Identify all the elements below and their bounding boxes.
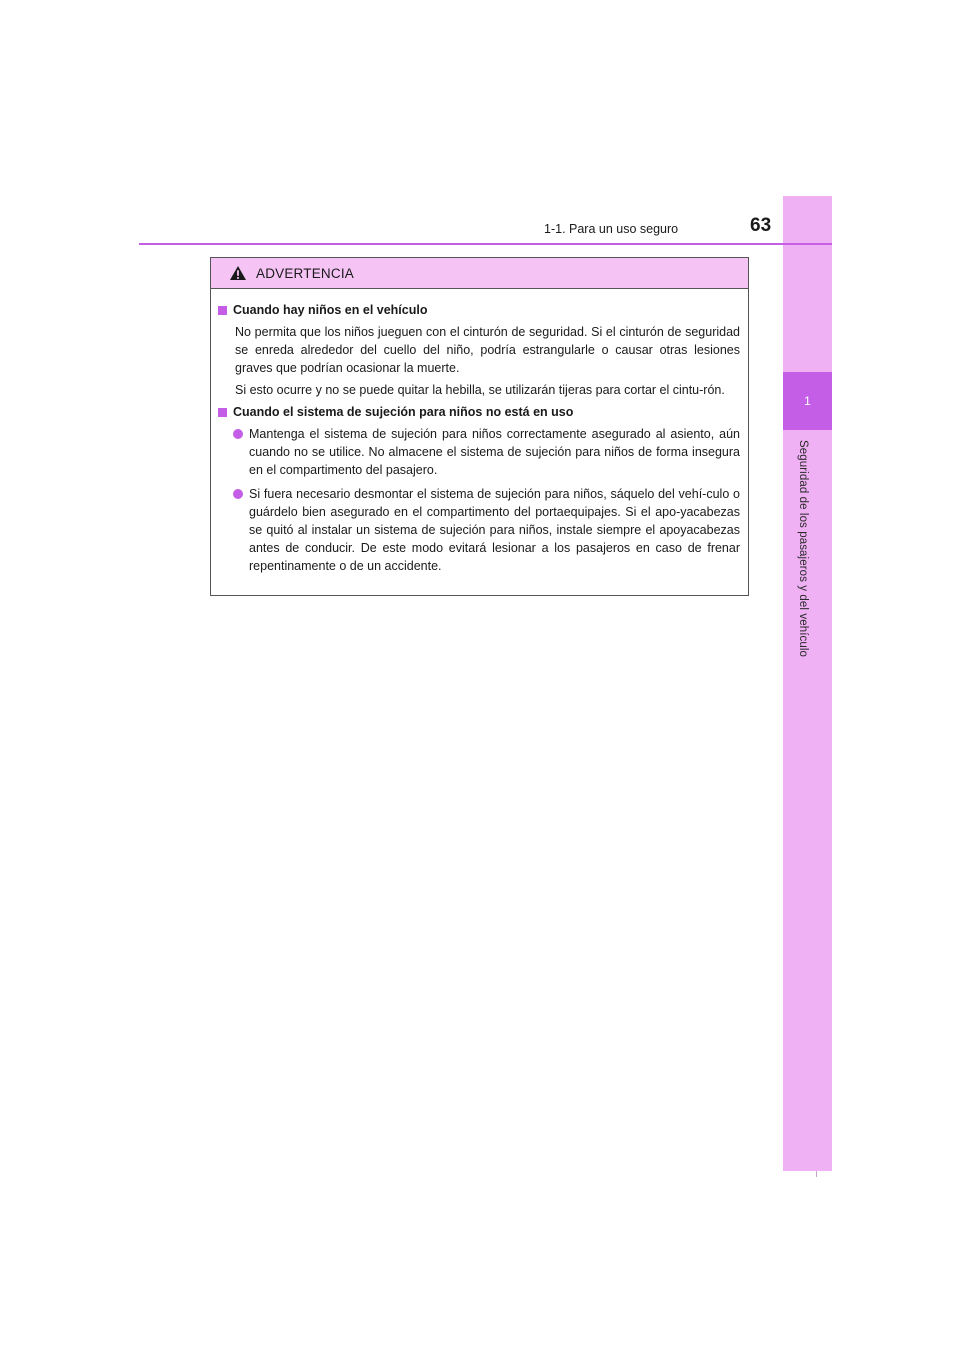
list-item [218, 425, 740, 479]
warning-triangle-icon [229, 265, 247, 281]
section-title: 1-1. Para un uso seguro [544, 222, 679, 236]
warning-body [211, 289, 748, 575]
list-item [218, 485, 740, 575]
chapter-label: Seguridad de los pasajeros y del vehículo [797, 440, 809, 657]
list-item-text: Mantenga el sistema de sujeción para niños correctamente asegurado al asiento, aún cuando no se utilice. No almacene el sistema de sujeción para niños de forma insegura en el compartimento del pasajero. [249, 427, 740, 477]
dot-bullet-icon [233, 429, 243, 439]
warning-title: ADVERTENCIA [256, 265, 354, 281]
paragraph: Si esto ocurre y no se puede quitar la hebilla, se utilizarán tijeras para cortar el cintu-rón. [235, 383, 725, 397]
square-bullet-icon [218, 408, 227, 417]
chapter-number: 1 [804, 394, 811, 408]
chapter-number-tab [783, 372, 832, 430]
side-tab-tick [816, 1171, 817, 1177]
section-heading-text: Cuando hay niños en el vehículo [233, 303, 428, 317]
chapter-side-tab [783, 196, 832, 1171]
header-rule [139, 243, 832, 245]
section-heading-text: Cuando el sistema de sujeción para niños no está en uso [233, 405, 574, 419]
section-heading [218, 403, 740, 421]
list-item-text: Si fuera necesario desmontar el sistema de sujeción para niños, sáquelo del vehí-culo o guárdelo bien asegurado en el compartimento del portaequipajes. Si el apo-yacabezas se quitó al instalar un sistema de sujeción para niños, instale siempre el apoyacabezas antes de conducir. De este modo evitará lesionar a los pasajeros en caso de frenar repentinamente o de un accidente. [249, 487, 740, 573]
warning-box [210, 257, 749, 596]
dot-bullet-icon [233, 489, 243, 499]
square-bullet-icon [218, 306, 227, 315]
paragraph: No permita que los niños jueguen con el cinturón de seguridad. Si el cinturón de seguridad se enreda alrededor del cuello del niño, podría estrangularle o causar otras lesiones graves que podrían ocasionar la muerte. [235, 325, 740, 375]
warning-header [211, 258, 748, 289]
page-number: 63 [750, 215, 772, 236]
section-heading [218, 301, 740, 319]
